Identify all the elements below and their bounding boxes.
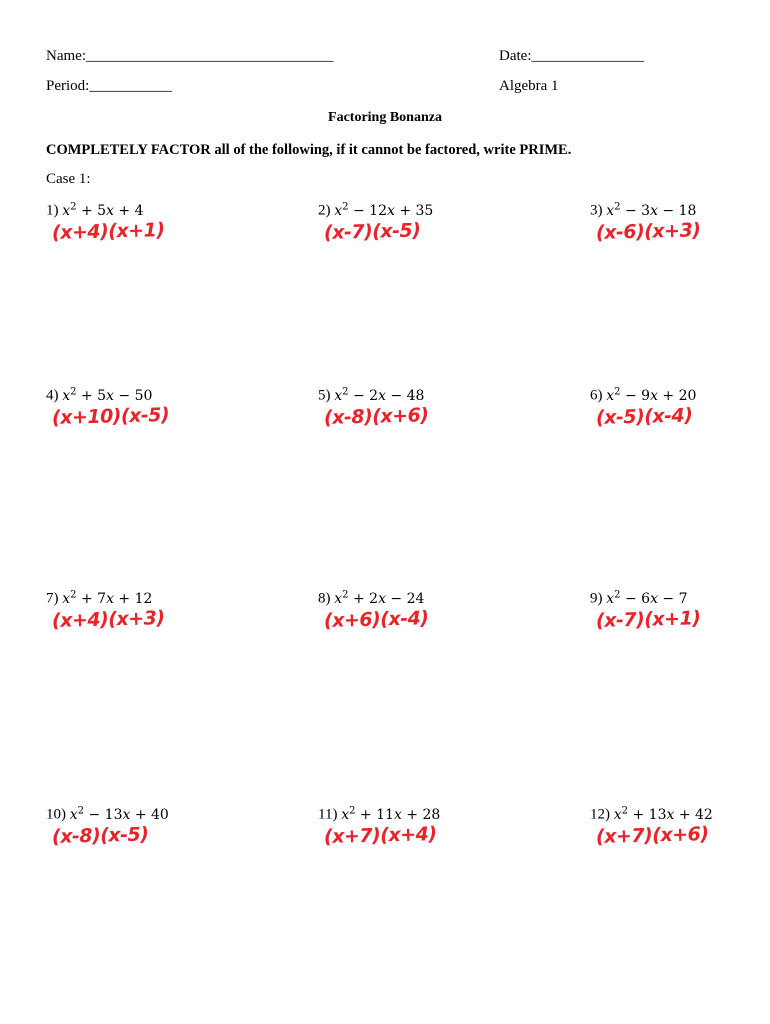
problem-expression: 5) $x^2 - 2x - 48$	[318, 386, 425, 404]
handwritten-answer: (x+6)(x-4)	[323, 606, 429, 632]
handwritten-answer: (x+10)(x-5)	[51, 403, 170, 429]
handwritten-answer: (x-8)(x+6)	[323, 403, 429, 429]
problem-expression: 8) $x^2 + 2x - 24$	[318, 589, 425, 607]
problem-expression: 10) $x^2 - 13x + 40$	[46, 805, 169, 823]
handwritten-answer: (x+7)(x+6)	[595, 822, 709, 848]
handwritten-answer: (x-7)(x+1)	[595, 606, 701, 632]
problem-10	[46, 805, 266, 848]
problem-11	[318, 805, 538, 848]
problem-4	[46, 386, 266, 429]
problem-expression: 2) $x^2 - 12x + 35$	[318, 201, 434, 219]
problem-expression: 1) $x^2 + 5x + 4$	[46, 201, 144, 219]
problem-6	[590, 386, 770, 429]
problem-expression: 7) $x^2 + 7x + 12$	[46, 589, 153, 607]
problem-12	[590, 805, 770, 848]
problem-expression: 3) $x^2 - 3x - 18$	[590, 201, 697, 219]
name-field: Name:_________________________________	[46, 48, 334, 64]
handwritten-answer: (x-8)(x-5)	[51, 823, 149, 848]
problem-5	[318, 386, 538, 429]
date-field: Date:_______________	[499, 48, 644, 64]
handwritten-answer: (x-5)(x-4)	[595, 404, 693, 429]
problem-1	[46, 201, 266, 244]
problem-expression: 11) $x^2 + 11x + 28$	[318, 805, 441, 823]
problem-9	[590, 589, 770, 632]
handwritten-answer: (x+4)(x+3)	[51, 606, 165, 632]
case-label: Case 1:	[46, 171, 91, 187]
handwritten-answer: (x-6)(x+3)	[595, 218, 701, 244]
handwritten-answer: (x+7)(x+4)	[323, 822, 437, 848]
handwritten-answer: (x+4)(x+1)	[51, 218, 165, 244]
problem-expression: 9) $x^2 - 6x - 7$	[590, 589, 688, 607]
course-label: Algebra 1	[499, 78, 559, 94]
problem-expression: 12) $x^2 + 13x + 42$	[590, 805, 713, 823]
period-field: Period:___________	[46, 78, 172, 94]
problem-7	[46, 589, 266, 632]
handwritten-answer: (x-7)(x-5)	[323, 219, 421, 244]
problem-3	[590, 201, 770, 244]
problem-expression: 4) $x^2 + 5x - 50$	[46, 386, 153, 404]
problem-expression: 6) $x^2 - 9x + 20$	[590, 386, 697, 404]
instructions: COMPLETELY FACTOR all of the following, if it cannot be factored, write PRIME.	[46, 142, 572, 158]
problem-2	[318, 201, 538, 244]
worksheet-title: Factoring Bonanza	[328, 110, 442, 125]
problem-8	[318, 589, 538, 632]
